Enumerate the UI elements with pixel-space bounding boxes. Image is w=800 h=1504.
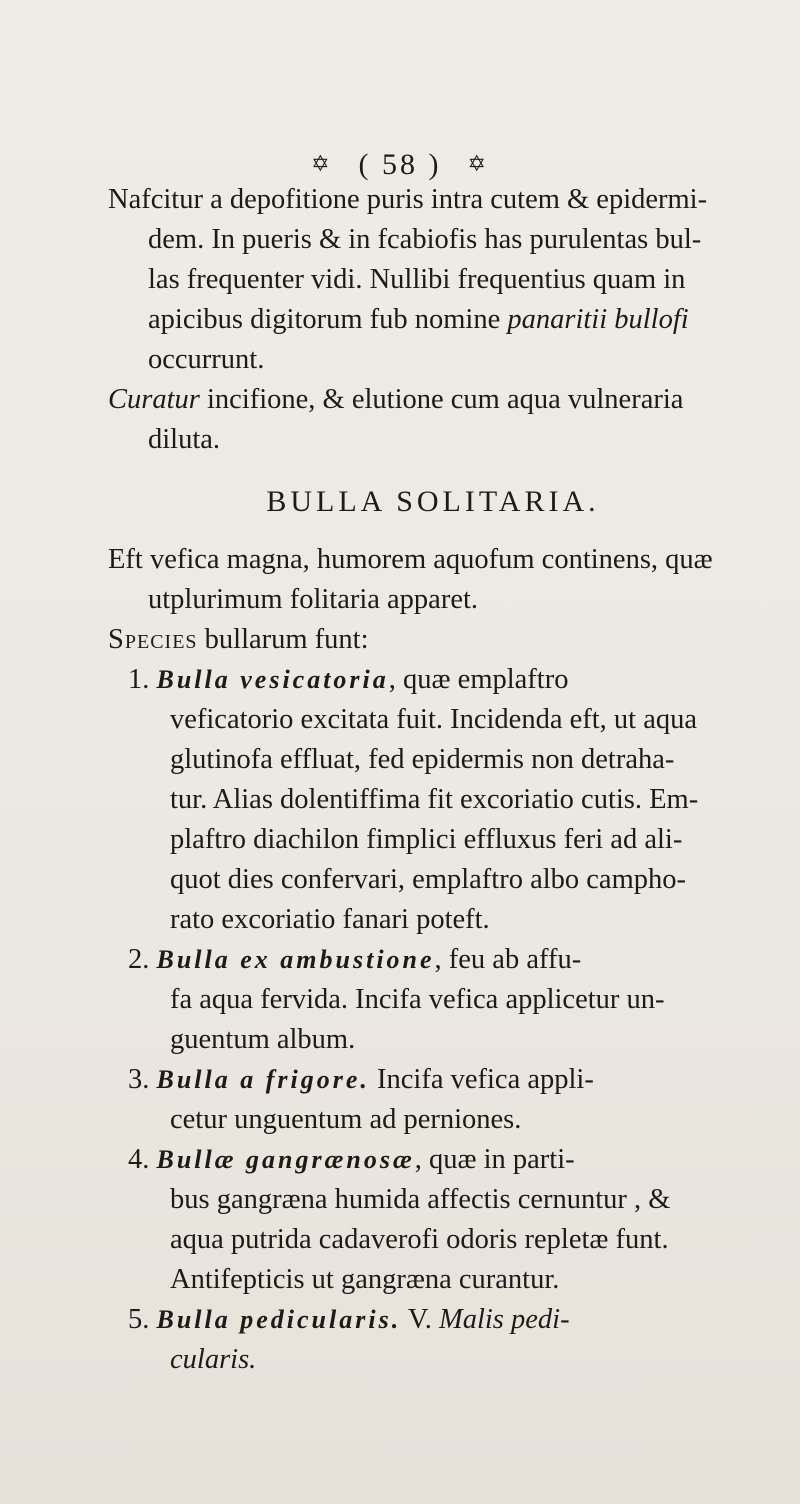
text-line: glutinofa effluat, fed epidermis non detraha- <box>170 744 675 775</box>
body-text <box>108 180 758 1380</box>
text-line: guentum album. <box>170 1024 356 1055</box>
text-line: rato excoriatio fanari poteft. <box>170 904 490 935</box>
italic-term: Malis pedi- <box>438 1304 570 1335</box>
text-span: apicibus digitorum fub nomine <box>148 304 508 335</box>
item-number: 5. <box>128 1304 150 1335</box>
item-name: Bulla pedicularis. <box>156 1305 402 1334</box>
text-line: veficatorio excitata fuit. Incidenda eft, ut aqua <box>170 704 697 735</box>
text-span: , quæ in parti- <box>414 1144 575 1175</box>
item-number: 4. <box>128 1144 150 1175</box>
paragraph-1 <box>108 180 758 380</box>
text-line <box>108 1300 758 1340</box>
text-line: cularis. <box>170 1344 257 1375</box>
text-line: tur. Alias dolentiffima fit excoriatio cutis. Em- <box>170 784 699 815</box>
text-line: las frequenter vidi. Nullibi frequentius quam in <box>148 264 686 295</box>
text-span: V. <box>401 1304 439 1335</box>
item-name: Bulla ex ambustione <box>156 945 435 974</box>
text-span: Incifa vefica appli- <box>369 1064 594 1095</box>
text-line: diluta. <box>148 424 221 455</box>
list-item-1 <box>108 660 758 940</box>
item-number: 2. <box>128 944 150 975</box>
paragraph-2 <box>108 380 758 460</box>
small-caps-term: Species <box>108 624 198 655</box>
italic-term: panaritii bullofi <box>507 304 689 335</box>
text-line: aqua putrida cadaverofi odoris repletæ funt. <box>170 1224 669 1255</box>
text-line: Antifepticis ut gangræna curantur. <box>170 1264 560 1295</box>
text-span: incifione, & elutione cum aqua vulneraria <box>199 384 684 415</box>
text-line <box>108 1140 758 1180</box>
list-item-5 <box>108 1300 758 1380</box>
text-line <box>108 1060 758 1100</box>
text-line: fa aqua fervida. Incifa vefica applicetur un- <box>170 984 665 1015</box>
list-item-2 <box>108 940 758 1060</box>
ornament-left-icon: ✡ <box>311 151 333 176</box>
italic-term: Curatur <box>108 384 200 415</box>
paragraph-3 <box>108 540 758 620</box>
list-item-3 <box>108 1060 758 1140</box>
text-line: occurrunt. <box>148 344 265 375</box>
section-heading: BULLA SOLITARIA. <box>266 485 600 518</box>
ornament-right-icon: ✡ <box>467 151 489 176</box>
text-span: , feu ab affu- <box>434 944 582 975</box>
text-line <box>108 300 758 340</box>
text-line: dem. In pueris & in fcabiofis has purulentas bul- <box>148 224 702 255</box>
item-name: Bulla vesicatoria <box>156 665 389 694</box>
text-line <box>108 380 758 420</box>
text-line <box>108 660 758 700</box>
item-number: 3. <box>128 1064 150 1095</box>
text-span: bullarum funt: <box>197 624 369 655</box>
text-line: Nafcitur a depofitione puris intra cutem & epidermi- <box>108 184 708 215</box>
item-number: 1. <box>128 664 150 695</box>
text-line <box>108 940 758 980</box>
text-line: quot dies confervari, emplaftro albo campho- <box>170 864 686 895</box>
text-span: , quæ emplaftro <box>388 664 569 695</box>
species-line <box>108 620 758 660</box>
page-number: ( 58 ) <box>358 148 442 181</box>
text-line: cetur unguentum ad perniones. <box>170 1104 522 1135</box>
item-name: Bulla a frigore. <box>156 1065 370 1094</box>
text-line: utplurimum folitaria apparet. <box>148 584 479 615</box>
text-line: plaftro diachilon fimplici effluxus feri ad ali- <box>170 824 683 855</box>
text-line: Eft vefica magna, humorem aquofum continens, quæ <box>108 544 713 575</box>
text-line: bus gangræna humida affectis cernuntur , & <box>170 1184 671 1215</box>
page-header <box>0 148 800 182</box>
list-item-4 <box>108 1140 758 1300</box>
item-name: Bullæ gangrænosæ <box>156 1145 415 1174</box>
